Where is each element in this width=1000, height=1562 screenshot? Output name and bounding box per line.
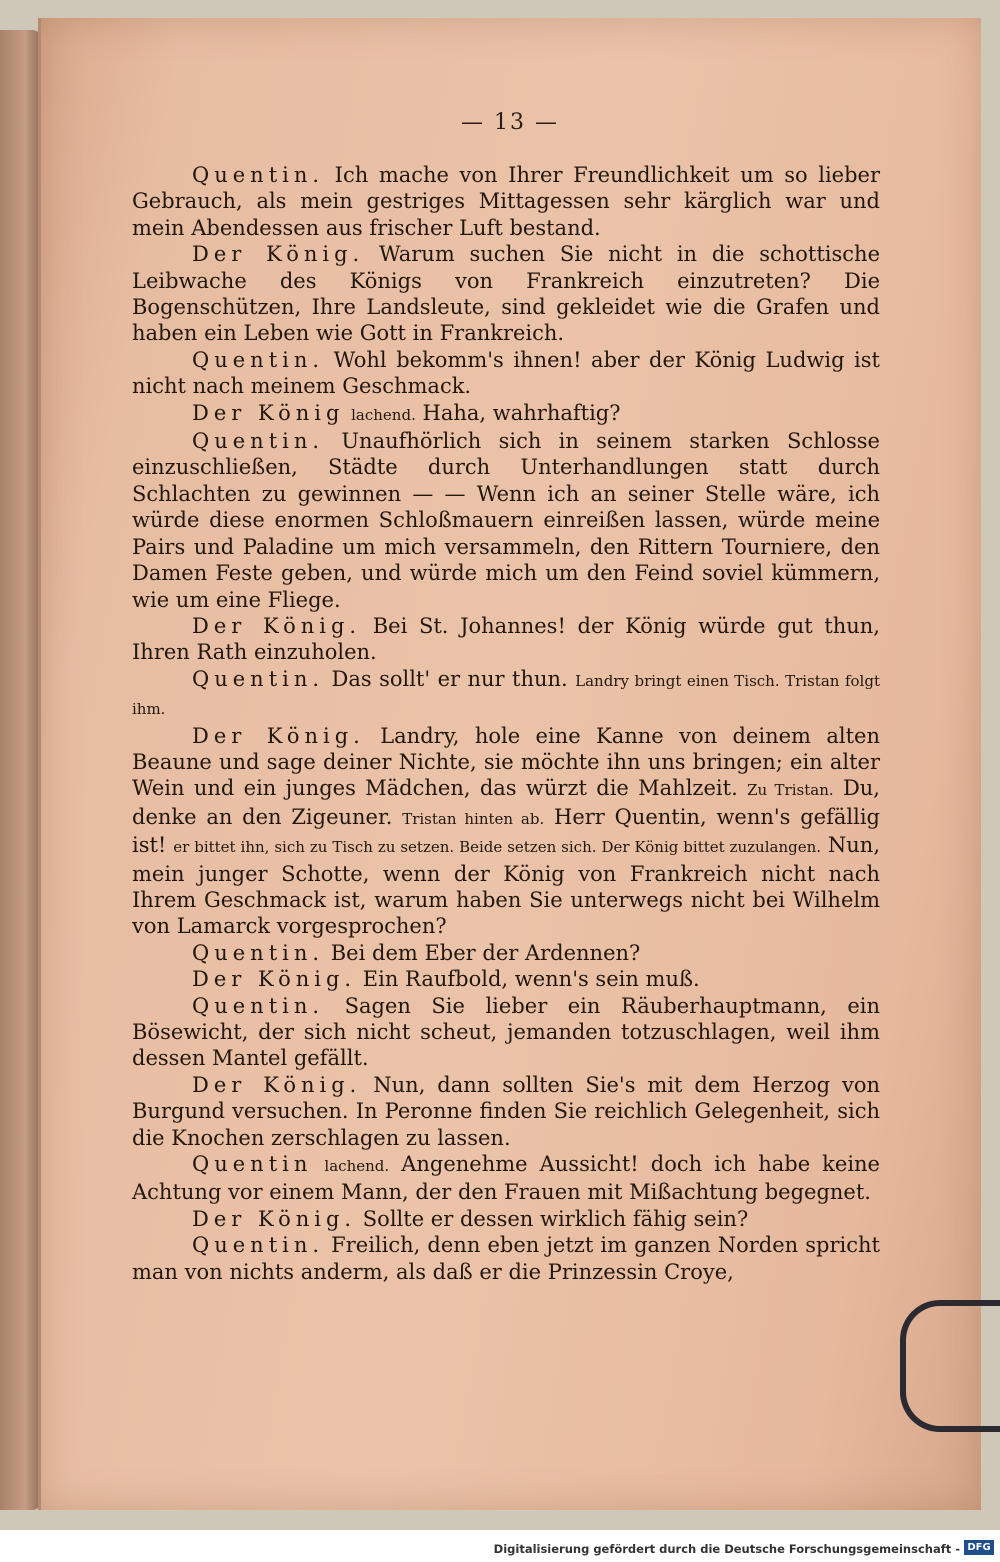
dialogue: Nun, dann sollten Sie's mit dem Herzog von Burgund versuchen. In Peronne finden Sie reichlich Gelegenheit, sich die Knochen zerschlagen zu lassen. [132,1072,880,1150]
stage-direction: Tristan hinten ab. [402,809,545,828]
dialogue: Du, denke an den Zigeuner. [132,776,880,829]
paragraph [132,940,880,966]
dialogue: Ein Raufbold, wenn's sein muß. [362,967,700,992]
dialogue: Sollte er dessen wirklich fähig sein? [362,1206,749,1231]
dfg-logo: DFG [964,1540,994,1555]
speaker: Quentin [192,1152,313,1177]
paragraph [132,966,880,992]
page-number: — 13 — [461,110,559,135]
previous-page-edge [0,30,42,1510]
stage-direction: lachend. [324,1157,390,1176]
dialogue: Warum suchen Sie nicht in die schottische Leibwache des Königs von Frankreich einzutreten? Die Bogenschützen, Ihre Landsleute, sind gekleidet wie die Grafen und haben ein Leben wie Gott in Frankreich. [132,242,880,346]
stage-direction: Landry bringt einen Tisch. Tristan folgt ihm. [132,671,880,719]
dialogue: Unaufhörlich sich in seinem starken Schlosse einzuschließen, Städte durch Unterhandlungen statt durch Schlachten zu gewinnen — — Wenn ich an seiner Stelle wäre, ich würde diese enormen Schloßmauern einreißen lassen, würde meine Pairs und Paladine um mich versammeln, den Rittern Tourniere, den Damen Feste geben, und würde mich um den Feind soviel kümmern, wie um eine Fliege. [132,429,880,612]
paragraph [132,993,880,1072]
dialogue: Bei dem Eber der Ardennen? [330,940,641,965]
dialogue: Nun, mein junger Schotte, wenn der König von Frankreich nicht nach Ihrem Geschmack ist, warum haben Sie unterwegs nicht bei Wilhelm von Lamarck vorgesprochen? [132,833,880,939]
dialogue: Angenehme Aussicht! doch ich habe keine Achtung vor einem Mann, der den Frauen mit Mißachtung begegnet. [132,1152,880,1205]
paragraph [132,613,880,666]
speaker: Der König. [192,242,365,267]
dialogue: Sagen Sie lieber ein Räuberhauptmann, ein Bösewicht, der sich nicht scheut, jemanden totzuschlagen, weil ihm dessen Mantel gefällt. [132,993,880,1071]
speaker: Quentin. [192,666,325,691]
footer-bar [0,1534,1000,1562]
paragraph [132,666,880,723]
dialogue: Haha, wahrhaftig? [422,400,621,425]
speaker: Der König. [192,1206,357,1231]
paragraph [132,723,880,940]
binding-clip [900,1300,1000,1432]
paragraph [132,428,880,613]
paragraph [132,1232,880,1285]
page-body [132,162,880,1285]
funding-credit: Digitalisierung gefördert durch die Deutsche Forschungsgemeinschaft - [493,1542,960,1556]
dialogue: Das sollt' er nur thun. [331,666,568,691]
speaker: Der König. [192,613,362,638]
speaker: Quentin. [192,940,325,965]
stage-direction: Zu Tristan. [747,781,834,800]
speaker: Quentin. [192,429,325,454]
speaker: Der König. [192,967,357,992]
dialogue: Landry, hole eine Kanne von deinem alten Beaune und sage deiner Nichte, sie möchte ihn uns bringen; ein alter Wein und ein junges Mädchen, das würzt die Mahlzeit. [132,723,880,801]
paragraph [132,241,880,347]
speaker: Quentin. [192,163,325,187]
paragraph [132,162,880,241]
speaker: Der König. [192,723,365,748]
speaker: Quentin. [192,993,325,1018]
paragraph [132,400,880,428]
paragraph [132,347,880,400]
dialogue: Wohl bekomm's ihnen! aber der König Ludwig ist nicht nach meinem Geschmack. [132,347,880,399]
speaker: Der König. [192,1072,362,1097]
paragraph [132,1072,880,1151]
speaker: Der König [192,400,345,425]
dialogue: Freilich, denn eben jetzt im ganzen Norden spricht man von nichts anderm, als daß er die Prinzessin Croye, [132,1233,880,1284]
stage-direction: er bittet ihn, sich zu Tisch zu setzen. Beide setzen sich. Der König bittet zuzulangen. [173,838,822,857]
stage-direction: lachend. [351,405,416,424]
dialogue: Herr Quentin, wenn's gefällig ist! [132,804,880,858]
paragraph [132,1151,880,1206]
speaker: Quentin. [192,347,325,372]
paragraph [132,1206,880,1232]
speaker: Quentin. [192,1233,325,1258]
dialogue: Bei St. Johannes! der König würde gut thun, Ihren Rath einzuholen. [132,613,880,665]
dialogue: Ich mache von Ihrer Freundlichkeit um so lieber Gebrauch, als mein gestriges Mittagessen sehr kärglich war und mein Abendessen aus frischer Luft bestand. [132,163,880,240]
